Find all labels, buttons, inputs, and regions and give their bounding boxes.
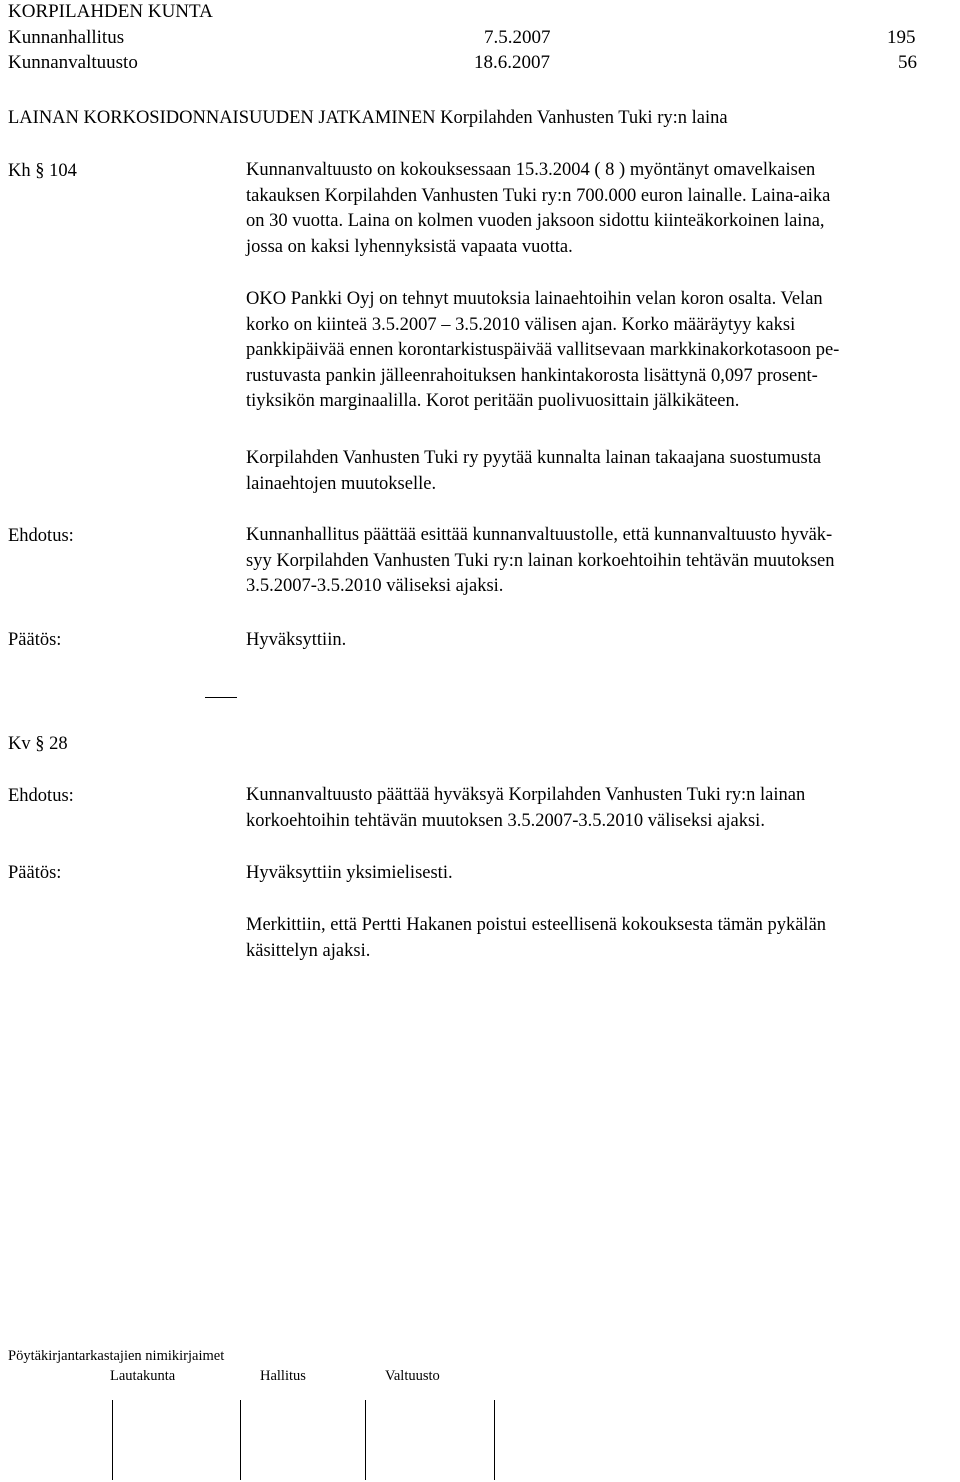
kh-proposal-text — [246, 523, 835, 600]
header-date-kh: 7.5.2007 — [484, 27, 551, 48]
text-line: OKO Pankki Oyj on tehnyt muutoksia lainaehtoihin velan koron osalta. Velan — [246, 289, 823, 309]
section-divider — [205, 697, 237, 698]
kv-decision-label: Päätös: — [8, 863, 62, 883]
signature-line — [112, 1400, 113, 1480]
header-page-kv: 56 — [898, 52, 917, 73]
kh-paragraph-1 — [246, 158, 830, 260]
footer-column-valtuusto: Valtuusto — [385, 1368, 440, 1384]
kh-section-label — [8, 162, 77, 181]
footer-column-hallitus: Hallitus — [260, 1368, 306, 1384]
text-line: jossa on kaksi lyhennyksistä vapaata vuotta. — [246, 236, 573, 257]
signature-line — [494, 1400, 495, 1480]
page-title: LAINAN KORKOSIDONNAISUUDEN JATKAMINEN Korpilahden Vanhusten Tuki ry:n laina — [8, 108, 728, 128]
kv-proposal-label: Ehdotus: — [8, 786, 74, 806]
kv-label: Kv — [8, 734, 31, 754]
kh-decision-label: Päätös: — [8, 630, 62, 650]
text-line: pankkipäivää ennen korontarkistuspäivää vallitsevaan markkinakorkotasoon pe- — [246, 340, 840, 360]
text-line: takauksen Korpilahden Vanhusten Tuki ry:n 700.000 euron lainalle. Laina-aika — [246, 185, 831, 206]
section-sign-icon: § — [35, 734, 45, 754]
text-line: Kunnanhallitus päättää esittää kunnanvaltuustolle, että kunnanvaltuusto hyväk- — [246, 525, 833, 545]
text-line: 3.5.2007-3.5.2010 väliseksi ajaksi. — [246, 576, 504, 596]
kh-paragraph-2 — [246, 287, 839, 415]
header-body-kh: Kunnanhallitus — [8, 27, 125, 48]
organization-name: KORPILAHDEN KUNTA — [8, 1, 213, 22]
kh-proposal-label: Ehdotus: — [8, 526, 74, 546]
header-page-kh: 195 — [887, 27, 916, 48]
header-body-kv: Kunnanvaltuusto — [8, 52, 138, 73]
text-line: rustuvasta pankin jälleenrahoituksen hankintakorosta lisättynä 0,097 prosent- — [246, 365, 818, 386]
signature-line — [240, 1400, 241, 1480]
text-line: korko on kiinteä 3.5.2007 – 3.5.2010 välisen ajan. Korko määräytyy kaksi — [246, 314, 796, 335]
section-sign-icon: § — [35, 161, 45, 181]
text-line: Kunnanvaltuusto päättää hyväksyä Korpilahden Vanhusten Tuki ry:n lainan — [246, 785, 806, 805]
kv-decision-text: Hyväksyttiin yksimielisesti. — [246, 863, 453, 883]
text-line: on 30 vuotta. Laina on kolmen vuoden jaksoon sidottu kiinteäkorkoinen laina, — [246, 211, 825, 231]
footer-title: Pöytäkirjantarkastajien nimikirjaimet — [8, 1348, 225, 1364]
kv-section-label — [8, 735, 68, 754]
text-line: käsittelyn ajaksi. — [246, 940, 371, 961]
footer-column-lautakunta: Lautakunta — [110, 1368, 176, 1384]
text-line: Korpilahden Vanhusten Tuki ry pyytää kunnalta lainan takaajana suostumusta — [246, 448, 822, 468]
text-line: Merkittiin, että Pertti Hakanen poistui esteellisenä kokouksesta tämän pykälän — [246, 915, 827, 935]
kh-number: 104 — [49, 161, 77, 181]
kh-paragraph-3 — [246, 446, 821, 497]
text-line: korkoehtoihin tehtävän muutoksen 3.5.2007-3.5.2010 väliseksi ajaksi. — [246, 810, 765, 831]
header-date-kv: 18.6.2007 — [474, 52, 550, 73]
text-line: syy Korpilahden Vanhusten Tuki ry:n lainan korkoehtoihin tehtävän muutoksen — [246, 550, 835, 571]
text-line: Kunnanvaltuusto on kokouksessaan 15.3.2004 ( 8 ) myöntänyt omavelkaisen — [246, 160, 816, 180]
kv-note — [246, 913, 826, 964]
kh-label: Kh — [8, 161, 31, 181]
signature-line — [365, 1400, 366, 1480]
kv-number: 28 — [49, 734, 68, 754]
kv-proposal-text — [246, 783, 805, 834]
text-line: tiyksikön marginaalilla. Korot peritään puolivuosittain jälkikäteen. — [246, 391, 740, 411]
kh-decision-text: Hyväksyttiin. — [246, 630, 347, 650]
text-line: lainaehtojen muutokselle. — [246, 473, 437, 494]
